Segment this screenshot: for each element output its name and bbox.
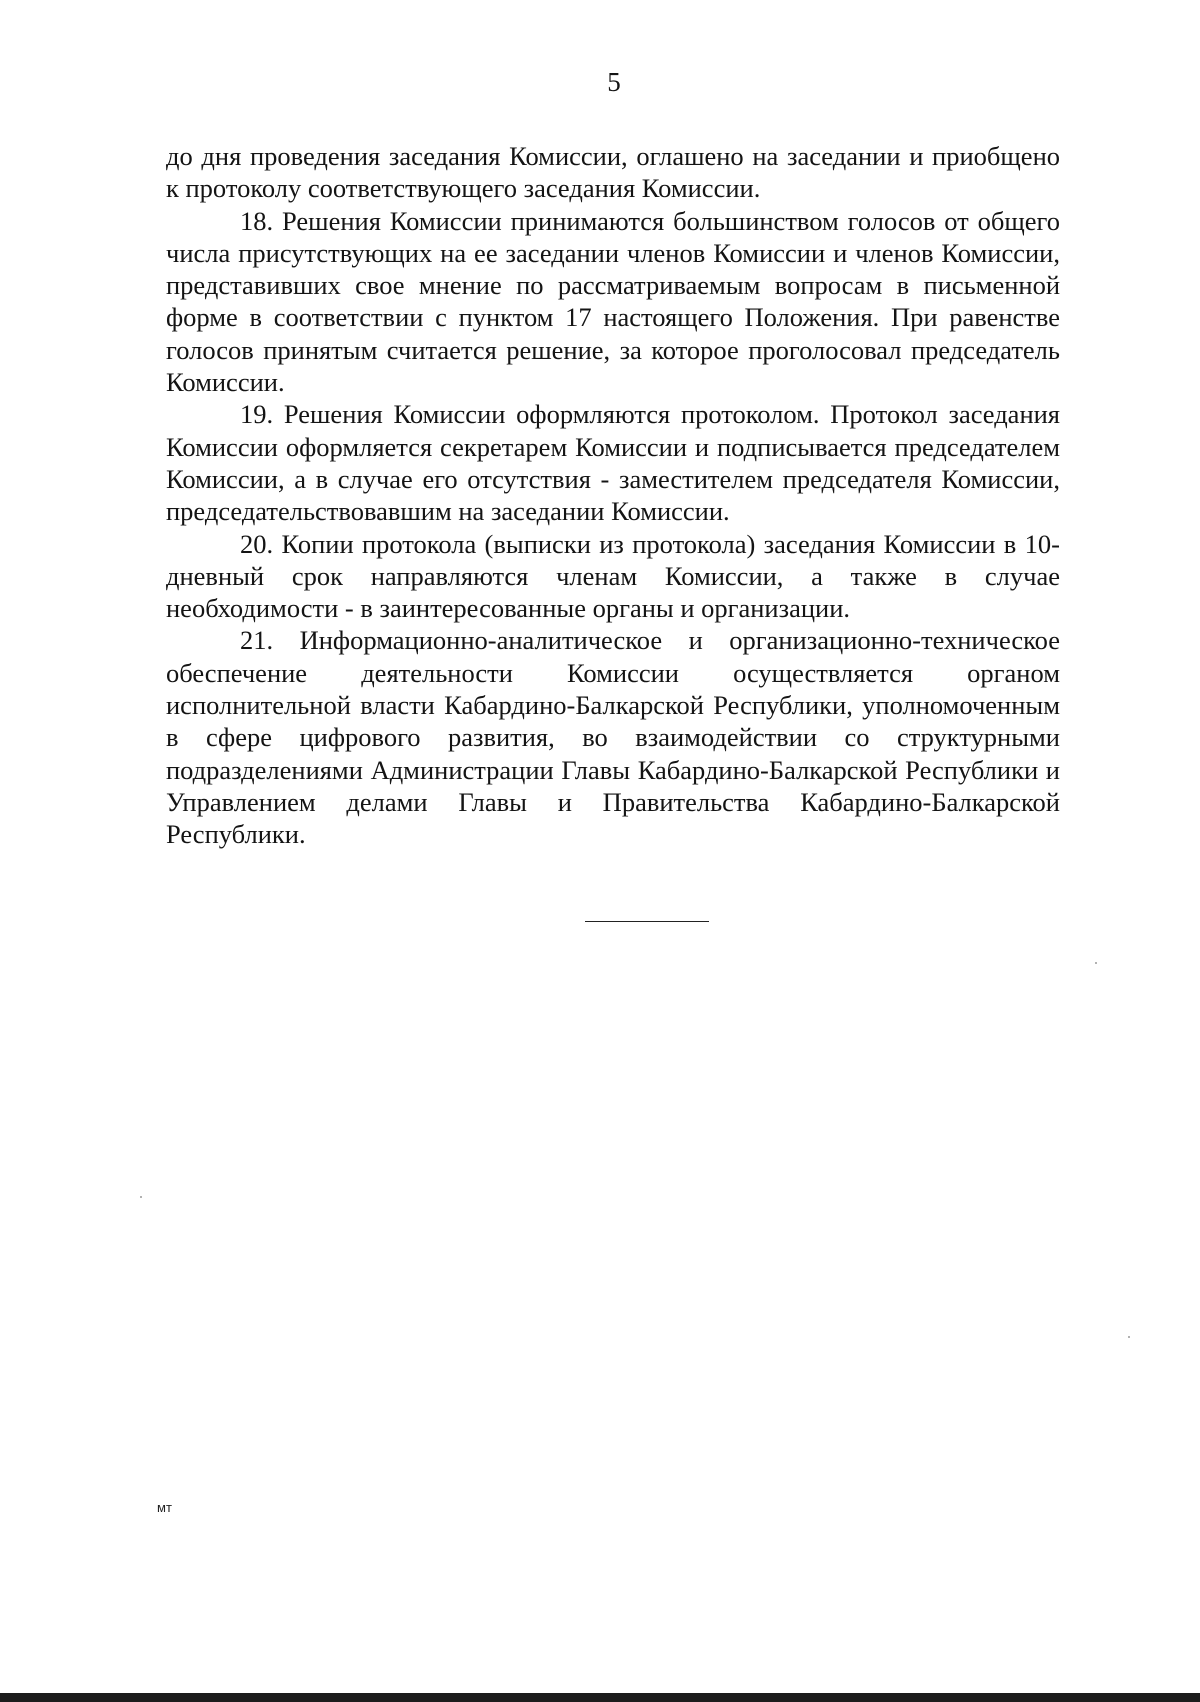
footer-initials: мт <box>157 1500 172 1515</box>
paragraph-continuation: до дня проведения заседания Комиссии, оглашено на заседании и приобщено к протоколу соответствующего заседания Комиссии. <box>166 141 1060 204</box>
end-of-document-rule <box>585 921 709 922</box>
paragraph-item-18: 18. Решения Комиссии принимаются большинством голосов от общего числа присутствующих на ее заседании членов Комиссии и членов Комиссии, представивших свое мнение по рассматриваемым вопросам в письменной форме в соответствии с пунктом 17 настоящего Положения. При равенстве голосов принятым считается решение, за которое проголосовал председатель Комиссии. <box>166 205 1060 398</box>
paragraph-item-21: 21. Информационно-аналитическое и организационно-техническое обеспечение деятельности Комиссии осуществляется органом исполнительной власти Кабардино-Балкарской Республики, уполномоченным в сфере цифрового развития, во взаимодействии со структурными подразделениями Администрации Главы Кабардино-Балкарской Республики и Управлением делами Главы и Правительства Кабардино-Балкарской Республики. <box>166 625 1060 850</box>
scan-artifact <box>1095 962 1097 964</box>
paragraph-item-19: 19. Решения Комиссии оформляются протоколом. Протокол заседания Комиссии оформляется секретарем Комиссии и подписывается председателем Комиссии, а в случае его отсутствия - заместителем председателя Комиссии, председательствовавшим на заседании Комиссии. <box>166 399 1060 527</box>
document-body <box>166 140 1060 851</box>
scan-artifact <box>140 1196 142 1198</box>
scan-bottom-edge <box>0 1693 1200 1702</box>
paragraph-item-20: 20. Копии протокола (выписки из протокола) заседания Комиссии в 10-дневный срок направляются членам Комиссии, а также в случае необходимости - в заинтересованные органы и организации. <box>166 528 1060 624</box>
scan-artifact <box>1128 1336 1130 1338</box>
page-number: 5 <box>607 67 621 97</box>
